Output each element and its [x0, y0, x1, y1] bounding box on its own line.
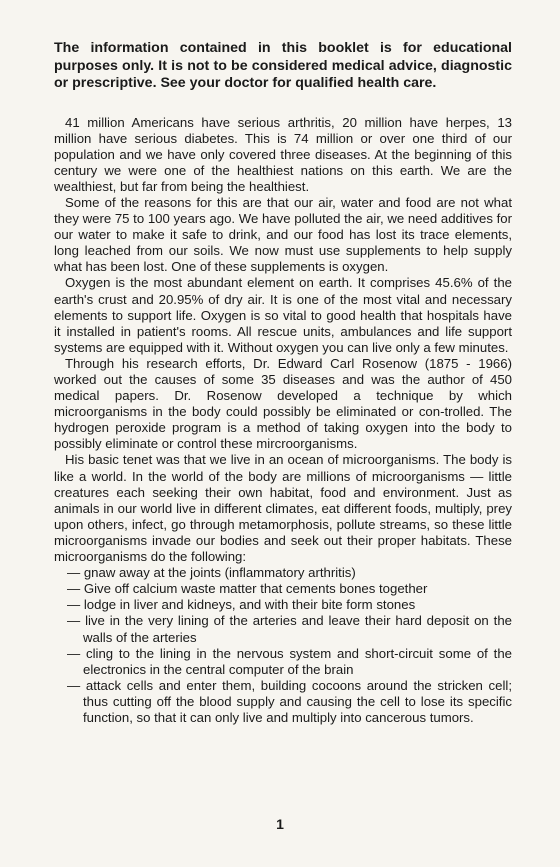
disclaimer: The information contained in this booklet is for educational purposes only. It is not to be considered medical advice, diagnostic or prescriptive. See your doctor for qualified health care. [54, 40, 512, 91]
list-item: — cling to the lining in the nervous system and short-circuit some of the electronics in the central computer of the brain [67, 645, 512, 677]
body-text [54, 115, 512, 727]
paragraph: Some of the reasons for this are that our air, water and food are not what they were 75 to 100 years ago. We have polluted the air, we need additives for our water to make it safe to drink, and our food has lost its trace elements, long leached from our soils. We now must use supplements to help supply what has been lost. One of these supplements is oxygen. [54, 194, 512, 275]
booklet-page [54, 40, 512, 726]
paragraph: His basic tenet was that we live in an ocean of microorganisms. The body is like a world. In the world of the body are millions of microorganisms — little creatures each seeking their own habitat, food and environment. Just as animals in our world live in different climates, eat different foods, multiply, prey upon others, infect, go through metamorphosis, pollute streams, so these little microorganisms invade our bodies and seek out their proper habitats. These microorganisms do the following: [54, 452, 512, 565]
list-item: — Give off calcium waste matter that cements bones together [67, 581, 428, 597]
list-item: — attack cells and enter them, building cocoons around the stricken cell; thus cutting off the blood supply and causing the cell to lose its specific function, so that it can only live and multiply into cancerous tumors. [67, 677, 512, 725]
effects-list [54, 565, 512, 726]
list-item: — gnaw away at the joints (inflammatory arthritis) [67, 565, 356, 581]
paragraph: Oxygen is the most abundant element on earth. It comprises 45.6% of the earth's crust and 20.95% of dry air. It is one of the most vital and necessary elements to support life. Oxygen is so vital to good health that hospitals have it installed in patient's rooms. All rescue units, ambulances and life support systems are equipped with it. Without oxygen you can live only a few minutes. [54, 275, 512, 355]
page-number: 1 [276, 816, 284, 832]
paragraph: Through his research efforts, Dr. Edward Carl Rosenow (1875 - 1966) worked out the causes of some 35 diseases and was the author of 450 medical papers. Dr. Rosenow developed a technique by which microorganisms in the body could possibly be eliminated or con-trolled. The hydrogen peroxide program is a method of taking oxygen into the body to possibly eliminate or control these mircroorganisms. [54, 355, 512, 452]
list-item: — lodge in liver and kidneys, and with their bite form stones [67, 597, 416, 613]
paragraph: 41 million Americans have serious arthritis, 20 million have herpes, 13 million have serious diabetes. This is 74 million or over one third of our population and we have only covered three diseases. At the beginning of this century we were one of the healthiest nations on this earth. We are the wealthiest, but far from being the healthiest. [54, 114, 512, 194]
list-item: — live in the very lining of the arteries and leave their hard deposit on the walls of the arteries [67, 613, 512, 645]
